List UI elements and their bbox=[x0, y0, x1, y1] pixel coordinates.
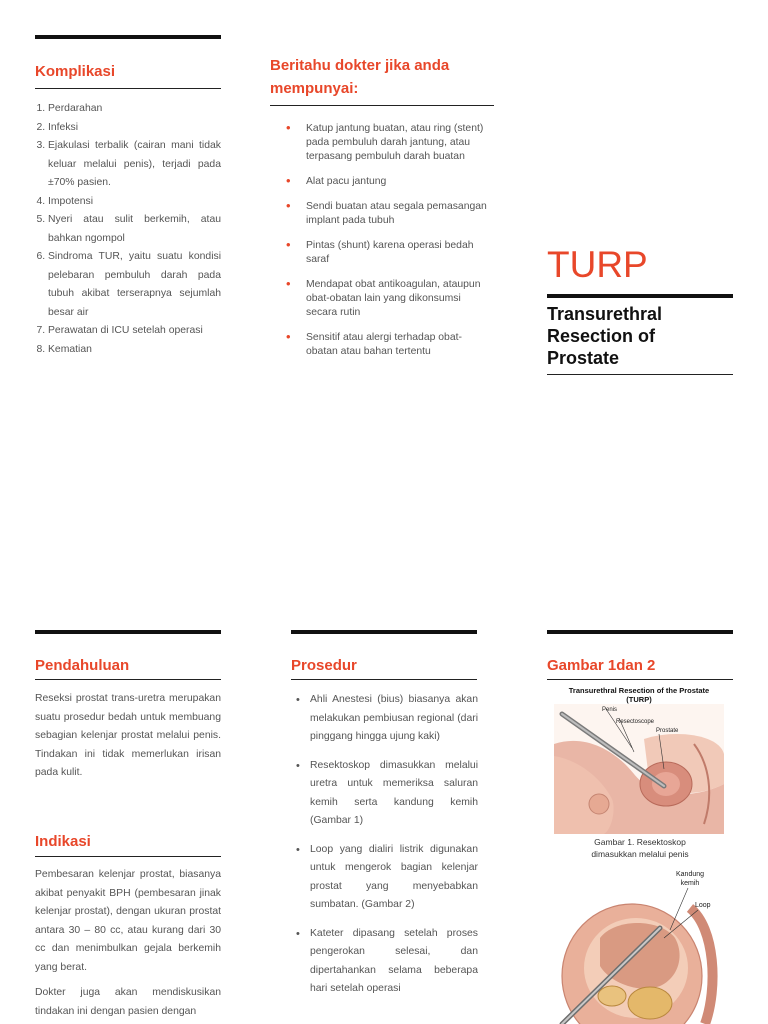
indikasi-rule bbox=[35, 856, 221, 857]
label-resectoscope: Resectoscope bbox=[616, 719, 655, 725]
prosedur-list bbox=[292, 691, 478, 1009]
beritahu-heading: Beritahu dokter jika anda mempunyai: bbox=[270, 57, 450, 97]
top-bar-prosedur bbox=[291, 630, 477, 634]
indikasi-text-1: Pembesaran kelenjar prostat, biasanya akibat penyakit BPH (pembesaran jinak kelenjar prostat), dengan ukuran prostat antara 30 – 80 cc, atau kurang dari 30 cc dan menimbulkan gejala berkemih yang berat. bbox=[35, 869, 221, 973]
beritahu-item: • Pintas (shunt) karena operasi bedah saraf bbox=[286, 239, 493, 267]
komplikasi-heading: Komplikasi bbox=[35, 63, 116, 80]
label-prostate: Prostate bbox=[656, 728, 679, 734]
beritahu-item: • Alat pacu jantung bbox=[286, 175, 493, 189]
beritahu-rule bbox=[270, 105, 494, 106]
komplikasi-item: 3. Ejakulasi terbalik (cairan mani tidak keluar melalui penis), terjadi pada ±70% pasien. bbox=[48, 137, 221, 193]
komplikasi-list bbox=[35, 100, 221, 359]
prosedur-item: • Ahli Anestesi (bius) biasanya akan melakukan pembiusan regional (dari pinggang hingga ujung kaki) bbox=[292, 691, 478, 747]
komplikasi-item: 7. Perawatan di ICU setelah operasi bbox=[48, 322, 221, 341]
label-loop: Loop bbox=[695, 902, 711, 909]
prosedur-heading: Prosedur bbox=[291, 657, 357, 674]
pendahuluan-rule bbox=[35, 679, 221, 680]
label-penis: Penis bbox=[602, 707, 618, 713]
figure-1-caption: Gambar 1. Resektoskop dimasukkan melalui penis bbox=[591, 837, 689, 859]
komplikasi-item: 2. Infeksi bbox=[48, 119, 221, 138]
figure-1 bbox=[554, 686, 724, 834]
beritahu-item: • Mendapat obat antikoagulan, ataupun obat-obatan lain yang dikonsumsi secara rutin bbox=[286, 278, 493, 320]
top-bar-pendahuluan bbox=[35, 630, 221, 634]
komplikasi-item: 4. Impotensi bbox=[48, 193, 221, 212]
label-kandung-kemih: Kandung kemih bbox=[675, 871, 705, 887]
loop-illustration bbox=[540, 868, 730, 1024]
komplikasi-item: 1. Perdarahan bbox=[48, 100, 221, 119]
cover-rule bbox=[547, 374, 733, 375]
prosedur-item: • Resektoskop dimasukkan melalui uretra untuk memeriksa saluran kemih serta kandung kemih (Gambar 1) bbox=[292, 757, 478, 831]
gambar-heading: Gambar 1dan 2 bbox=[547, 657, 656, 674]
beritahu-list bbox=[286, 122, 493, 370]
beritahu-item: • Sendi buatan atau segala pemasangan implant pada tubuh bbox=[286, 200, 493, 228]
prosedur-item: • Kateter dipasang setelah proses pengerokan selesai, dan dipertahankan selama beberapa hari setelah operasi bbox=[292, 925, 478, 999]
pendahuluan-heading: Pendahuluan bbox=[35, 657, 130, 674]
komplikasi-item: 5. Nyeri atau sulit berkemih, atau bahkan ngompol bbox=[48, 211, 221, 248]
top-bar-komplikasi bbox=[35, 35, 221, 39]
indikasi-text-2: Dokter juga akan mendiskusikan tindakan ini dengan pasien dengan bbox=[35, 987, 221, 1017]
cover-subtitle: Transurethral Resection of Prostate bbox=[547, 304, 663, 368]
komplikasi-rule bbox=[35, 88, 221, 89]
komplikasi-item: 8. Kematian bbox=[48, 341, 221, 360]
figure-2 bbox=[540, 868, 730, 1024]
top-bar-gambar bbox=[547, 630, 733, 634]
komplikasi-item: 6. Sindroma TUR, yaitu suatu kondisi pelebaran pembuluh darah pada tubuh akibat terserapnya sejumlah besar air bbox=[48, 248, 221, 322]
beritahu-item: • Sensitif atau alergi terhadap obat-obatan atau bahan tertentu bbox=[286, 331, 493, 359]
gambar-rule bbox=[547, 679, 733, 680]
prosedur-rule bbox=[291, 679, 477, 680]
indikasi-heading: Indikasi bbox=[35, 833, 91, 850]
cover-bar bbox=[547, 294, 733, 298]
beritahu-item: • Katup jantung buatan, atau ring (stent) pada pembuluh darah jantung, atau terpasang pembuluh darah buatan bbox=[286, 122, 493, 164]
prosedur-item: • Loop yang dialiri listrik digunakan untuk mengerok bagian kelenjar prostat yang menyebabkan sumbatan. (Gambar 2) bbox=[292, 841, 478, 915]
figure-1-title: Transurethral Resection of the Prostate (TURP) bbox=[568, 686, 710, 704]
cover-title: TURP bbox=[547, 244, 648, 285]
pendahuluan-text: Reseksi prostat trans-uretra merupakan suatu prosedur bedah untuk membuang sebagian kelenjar prostat melalui penis. Tindakan ini tidak memerlukan irisan pada kulit. bbox=[35, 693, 221, 778]
